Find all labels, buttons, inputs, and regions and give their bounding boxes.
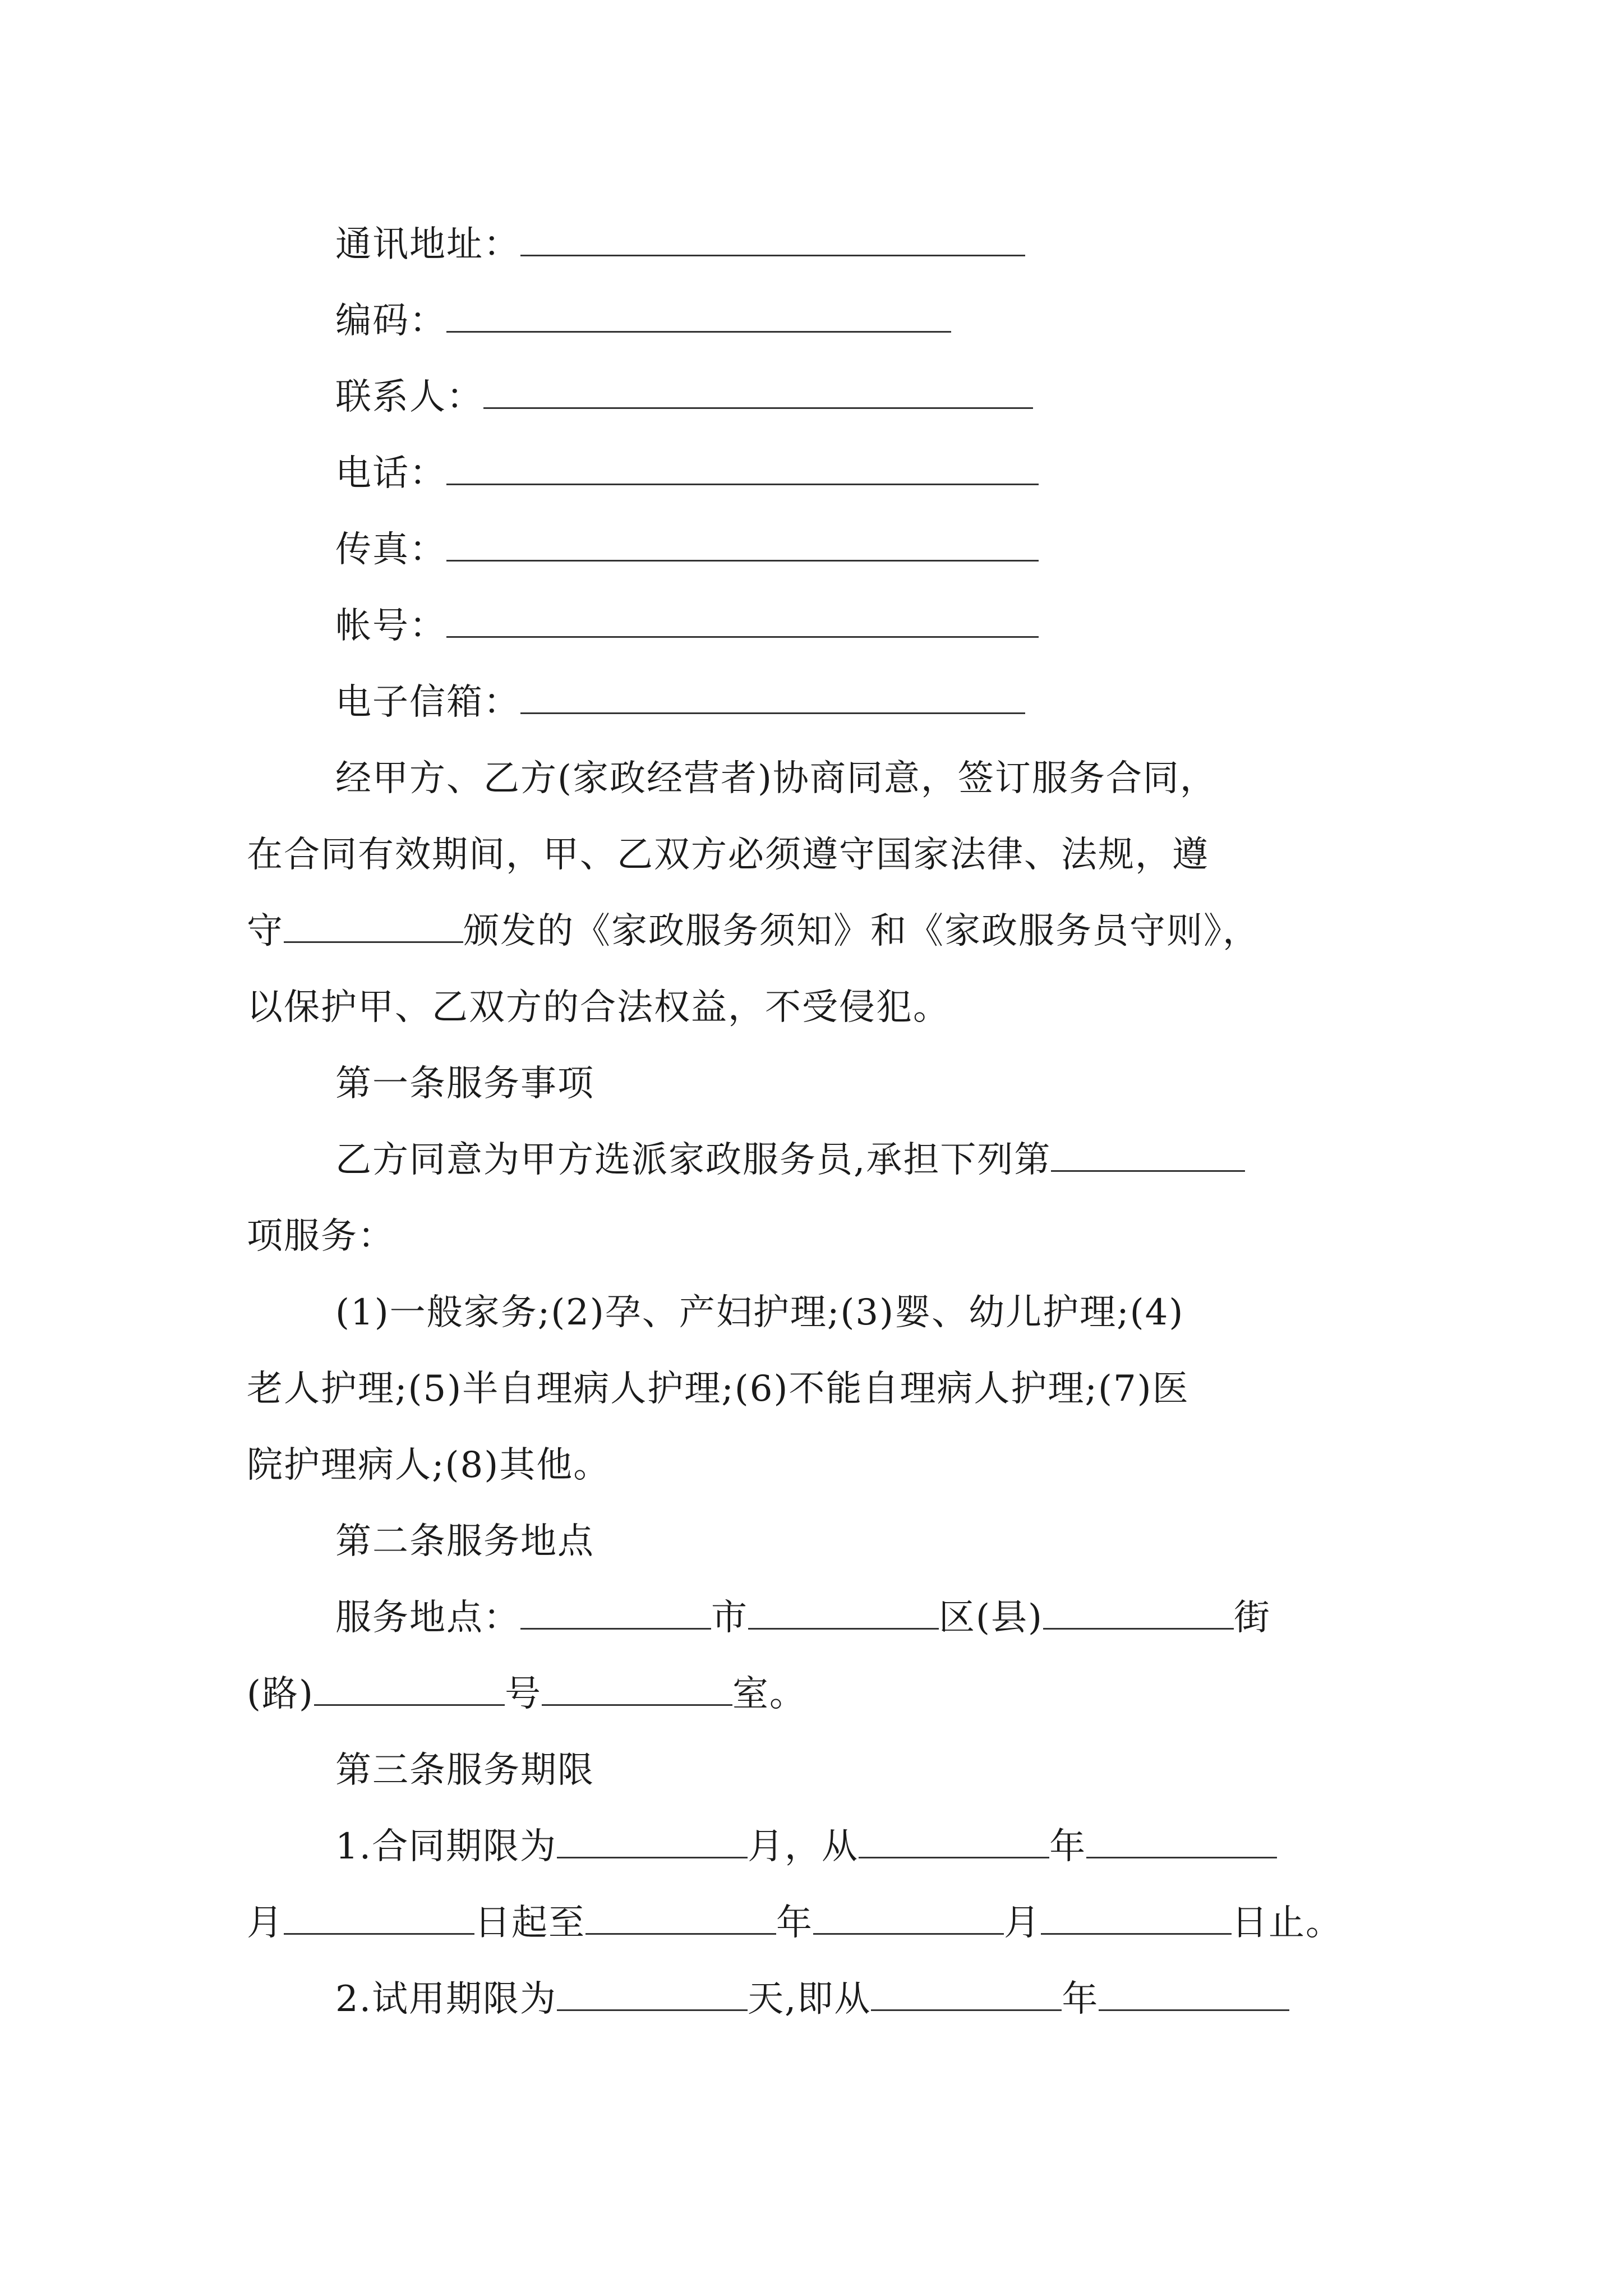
article-text: 区(县) [939, 1597, 1043, 1639]
field-label: 帐号： [335, 605, 446, 647]
field-fax [335, 527, 1039, 572]
room-blank[interactable] [542, 1672, 732, 1706]
service-items-blank[interactable] [1051, 1138, 1245, 1172]
start-month-blank[interactable] [1086, 1824, 1277, 1858]
number-blank[interactable] [314, 1672, 505, 1706]
field-label: 编码： [335, 300, 446, 342]
article-1-line-1 [335, 1138, 1245, 1182]
phone-blank[interactable] [446, 451, 1039, 485]
article-text: 月 [247, 1902, 284, 1944]
article-text: 日起至 [474, 1902, 585, 1944]
start-year-blank[interactable] [859, 1824, 1049, 1858]
field-account [335, 604, 1039, 648]
trial-year-blank[interactable] [871, 1977, 1062, 2011]
intro-line-4: 以保护甲、乙双方的合法权益，不受侵犯。 [247, 987, 950, 1028]
district-blank[interactable] [748, 1595, 939, 1630]
article-text: 市 [711, 1597, 748, 1639]
end-month-blank[interactable] [813, 1901, 1004, 1935]
end-day-blank[interactable] [1041, 1901, 1232, 1935]
article-text: 年 [1062, 1978, 1099, 2020]
intro-line-1: 经甲方、乙方(家政经营者)协商同意，签订服务合同， [335, 758, 1217, 799]
article-text: (路) [247, 1673, 314, 1715]
address-blank[interactable] [520, 222, 1025, 256]
article-1-line-4: 老人护理;(5)半自理病人护理;(6)不能自理病人护理;(7)医 [247, 1368, 1189, 1410]
intro-line-3 [247, 909, 1260, 954]
trial-days-blank[interactable] [557, 1977, 748, 2011]
article-text: 服务地点： [335, 1597, 520, 1639]
article-1-line-5: 院护理病人;(8)其他。 [247, 1444, 611, 1486]
article-text: 年 [1049, 1826, 1087, 1867]
city-blank[interactable] [520, 1595, 711, 1630]
issuer-blank[interactable] [284, 909, 463, 943]
contact-blank[interactable] [483, 375, 1033, 409]
trial-month-blank[interactable] [1099, 1977, 1289, 2011]
article-text: 街 [1233, 1597, 1271, 1639]
article-text: 号 [504, 1673, 542, 1715]
field-address [335, 222, 1025, 267]
article-text: 日止。 [1232, 1902, 1343, 1944]
article-2-title: 第二条服务地点 [335, 1521, 594, 1562]
code-blank[interactable] [446, 298, 951, 333]
article-text: 年 [776, 1902, 813, 1944]
field-contact [335, 375, 1033, 420]
field-code [335, 298, 951, 343]
article-text: 乙方同意为甲方选派家政服务员,承担下列第 [335, 1139, 1052, 1181]
article-text: 天,即从 [748, 1978, 872, 2020]
field-email [335, 680, 1025, 725]
article-3-line-2 [247, 1901, 1343, 1945]
start-day-blank[interactable] [284, 1901, 474, 1935]
street-blank[interactable] [1043, 1595, 1234, 1630]
end-year-blank[interactable] [585, 1901, 776, 1935]
article-1-line-3: (1)一般家务;(2)孕、产妇护理;(3)婴、幼儿护理;(4) [335, 1292, 1184, 1333]
account-blank[interactable] [446, 604, 1039, 638]
article-text: 月，从 [748, 1826, 859, 1867]
field-label: 联系人： [335, 376, 483, 418]
article-2-line-2 [247, 1672, 806, 1717]
article-text: 室。 [732, 1673, 806, 1715]
field-label: 传真： [335, 529, 446, 570]
field-label: 通讯地址： [335, 224, 520, 265]
article-3-line-1 [335, 1824, 1277, 1869]
field-phone [335, 451, 1039, 496]
fax-blank[interactable] [446, 527, 1039, 562]
field-label: 电话： [335, 453, 446, 494]
article-3-title: 第三条服务期限 [335, 1750, 594, 1791]
field-label: 电子信箱： [335, 682, 520, 723]
contract-months-blank[interactable] [557, 1824, 748, 1858]
article-1-line-2: 项服务： [247, 1216, 395, 1257]
article-text: 1.合同期限为 [335, 1826, 557, 1867]
intro-text: 守 [247, 910, 284, 952]
article-1-title: 第一条服务事项 [335, 1063, 594, 1105]
article-text: 2.试用期限为 [335, 1978, 557, 2020]
article-2-line-1 [335, 1595, 1271, 1640]
intro-line-2: 在合同有效期间，甲、乙双方必须遵守国家法律、法规，遵 [247, 834, 1209, 876]
article-text: 月 [1004, 1902, 1041, 1944]
email-blank[interactable] [520, 680, 1025, 714]
article-3-line-3 [335, 1977, 1289, 2022]
intro-text: 颁发的《家政服务须知》和《家政服务员守则》， [463, 910, 1260, 952]
